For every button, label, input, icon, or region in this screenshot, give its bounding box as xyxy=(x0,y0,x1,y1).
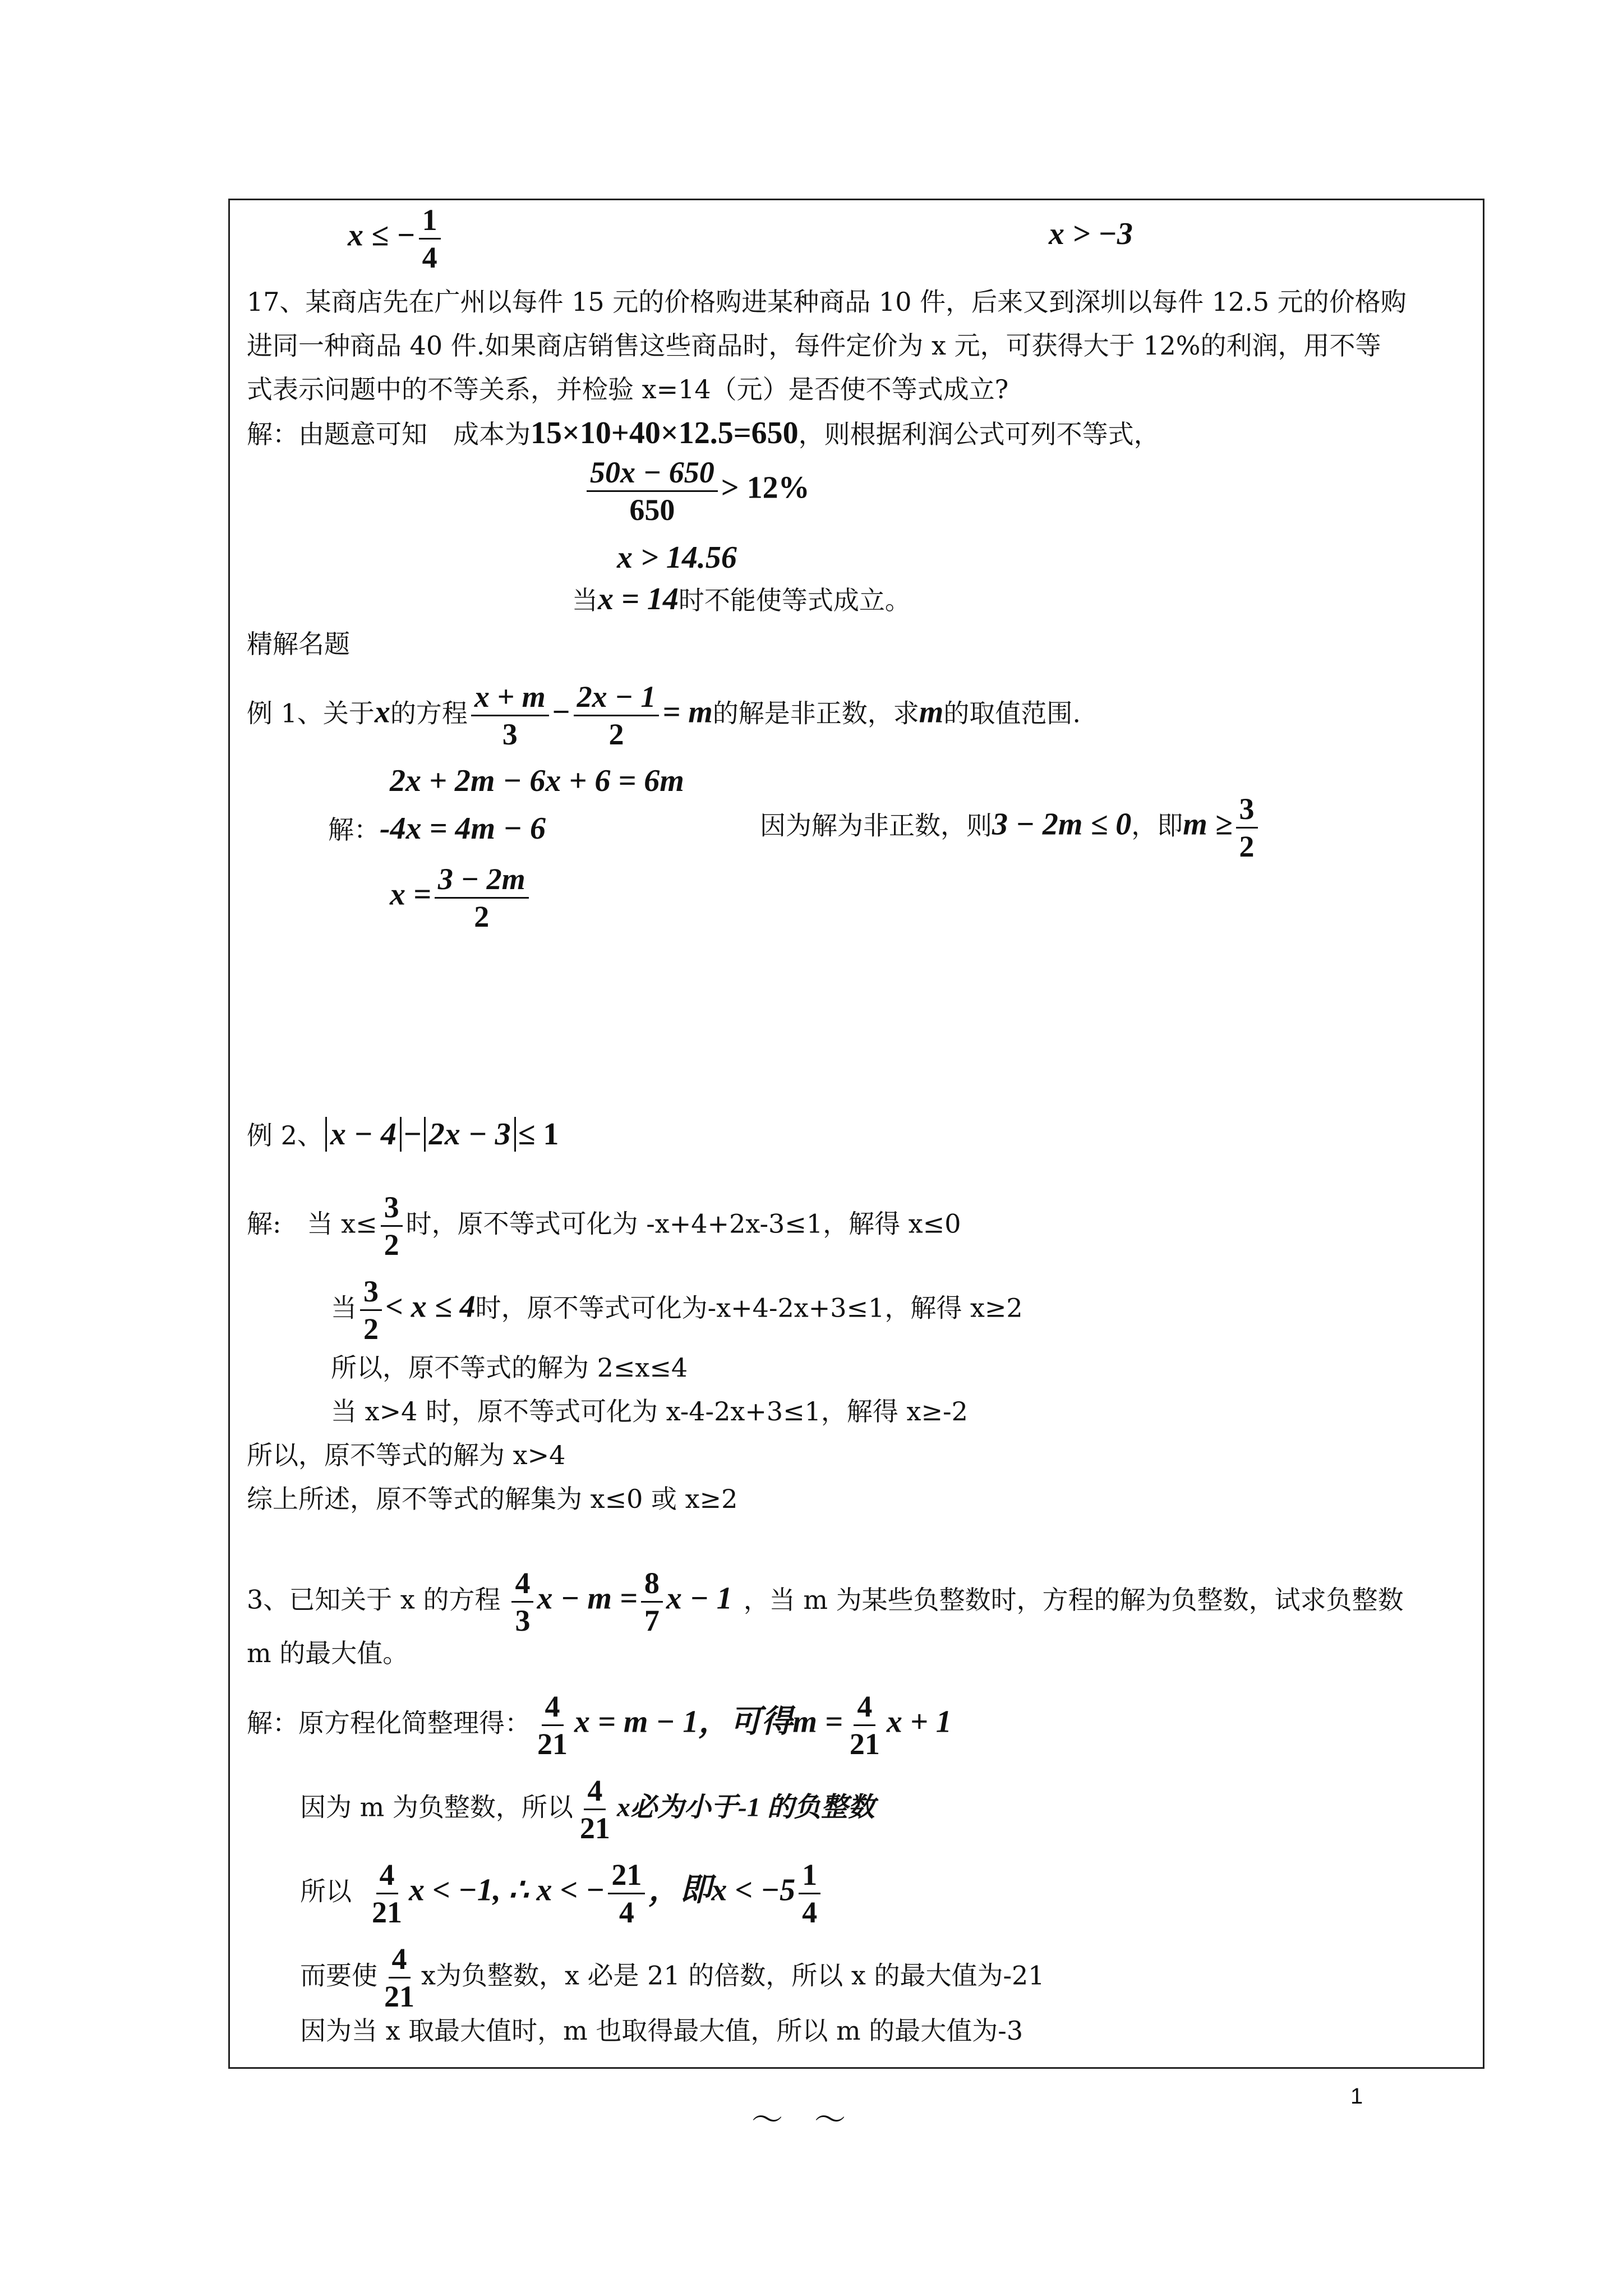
ex1-step2: 解：-4x = 4m − 6 xyxy=(328,811,546,846)
ex2-line3: 所以，原不等式的解为 2≤x≤4 xyxy=(331,1352,688,1383)
ex2-case2: 当 $\frac{3}{2}$ < x ≤ 4时，原不等式可化为-x+4-2x+3≤1，解得 x≥2 xyxy=(331,1274,1023,1346)
p17-line2: 进同一种商品 40 件.如果商店销售这些商品时，每件定价为 x 元，可获得大于 12%的利润，用不等 xyxy=(247,330,1381,361)
ex3-step2: 因为 m 为负整数，所以 $\frac{4}{21}$ x必为小于-1 的负整数 xyxy=(300,1774,875,1845)
ex2-line6: 综上所述，原不等式的解集为 x≤0 或 x≥2 xyxy=(247,1484,738,1514)
p17-line1: 17、某商店先在广州以每件 15 元的价格购进某种商品 10 件，后来又到深圳以每件 12.5 元的价格购 xyxy=(247,287,1407,317)
ex3-step4: 而要使 $\frac{4}{21}$ x为负整数，x 必是 21 的倍数，所以 x 的最大值为-21 xyxy=(300,1942,1045,2013)
ex3-step3: 所以 $\frac{4}{21}$ x < −1, ∴ x < − $\frac{21}{4}$ ，即x < −5 $\frac{1}{4}$ xyxy=(300,1857,824,1930)
ex3-step1: 解：原方程化简整理得： $\frac{4}{21}$ x = m − 1，可得m = $\frac{4}{21}$ x + 1 xyxy=(247,1690,952,1761)
p17-line3: 式表示问题中的不等关系，并检验 x=14（元）是否使不等式成立? xyxy=(247,374,1009,404)
top-right-inequality: x > −3 xyxy=(1049,217,1133,251)
ex3-question-line2: m 的最大值。 xyxy=(247,1638,409,1668)
p17-fraction-inequality: $\frac{50x - 650}{650}$ > 12% xyxy=(583,454,810,528)
ex2-line5: 所以，原不等式的解为 x>4 xyxy=(247,1440,566,1470)
ex1-reason: 因为解为非正数，则3 − 2m ≤ 0，即m ≥ $\frac{3}{2}$ xyxy=(760,791,1261,864)
page-number: 1 xyxy=(1350,2084,1363,2109)
p17-result: x > 14.56 xyxy=(617,540,737,575)
ex1-step3: x = $\frac{3 - 2m}{2}$ xyxy=(390,861,532,935)
ex3-question: 3、已知关于 x 的方程 $\frac{4}{3}$ x − m = $\frac{8}{7}$ x − 1 ，当 m 为某些负整数时，方程的解为负整数，试求负整数 xyxy=(247,1566,1404,1637)
ex2-line4: 当 x>4 时，原不等式可化为 x-4-2x+3≤1，解得 x≥-2 xyxy=(331,1396,968,1427)
section-title: 精解名题 xyxy=(247,629,350,659)
p17-conclusion: 当x = 14时不能使等式成立。 xyxy=(572,582,911,616)
ex1-question: 例 1、关于x的方程 $\frac{x + m}{3}$ − $\frac{2x - 1}{2}$ = m的解是非正数，求m的取值范围. xyxy=(247,680,1081,751)
ex1-step1: 2x + 2m − 6x + 6 = 6m xyxy=(390,763,684,798)
footer-tilde-mark: ～ ～ xyxy=(751,2102,846,2138)
ex2-question: 例 2、 x − 4 − 2x − 3 ≤ 1 xyxy=(247,1117,559,1152)
p17-solution: 解：由题意可知 成本为15×10+40×12.5=650，则根据利润公式可列不等式， xyxy=(247,416,1160,450)
top-left-inequality: x ≤ − $\frac{1}{4}$ xyxy=(348,202,444,275)
ex3-step5: 因为当 x 取最大值时，m 也取得最大值，所以 m 的最大值为-3 xyxy=(300,2016,1023,2046)
ex2-case1: 解: 当 x≤ $\frac{3}{2}$ 时，原不等式可化为 -x+4+2x-3≤1，解得 x≤0 xyxy=(247,1190,961,1262)
